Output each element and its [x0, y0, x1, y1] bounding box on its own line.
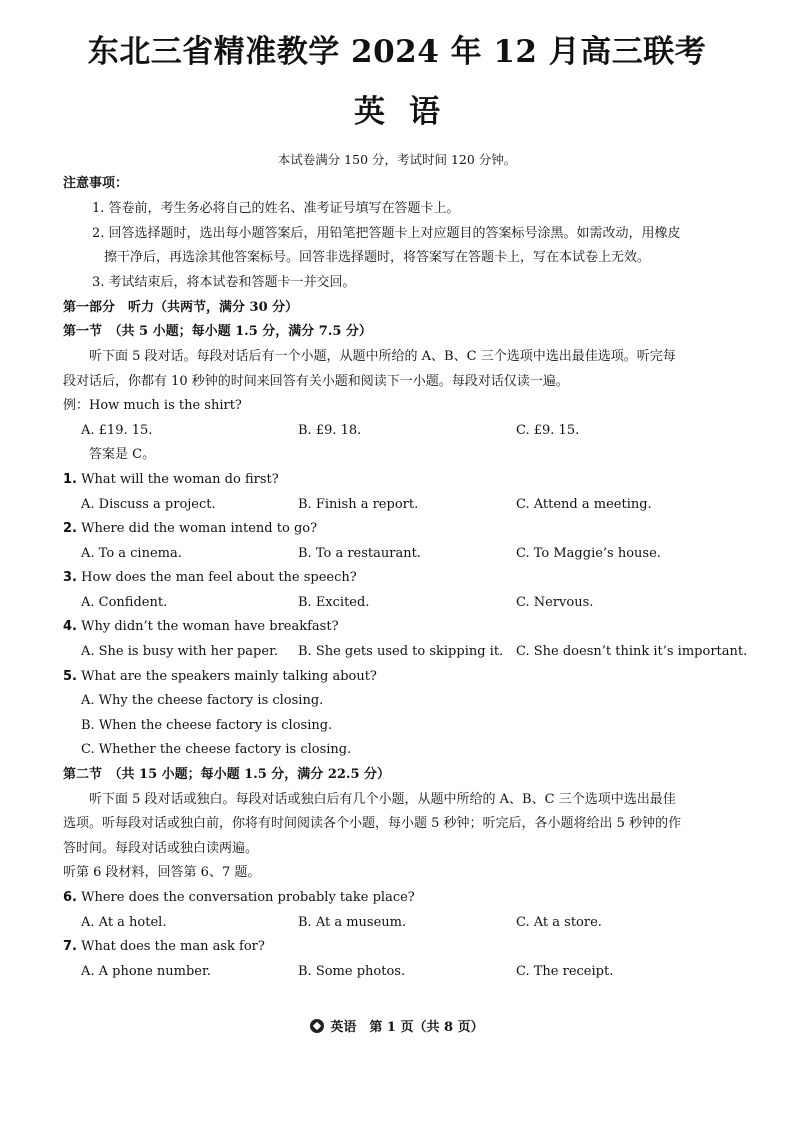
option-b: B. When the cheese factory is closing.: [81, 718, 333, 733]
page-footer: [0, 1016, 794, 1035]
question-number: 4.: [63, 619, 77, 634]
option-a: A. At a hotel.: [81, 915, 167, 930]
option-a: A. Why the cheese factory is closing.: [81, 693, 324, 708]
option-c: C. Nervous.: [516, 595, 594, 610]
section2-instruction: 答时间。每段对话或独白读两遍。: [63, 841, 259, 856]
option-c: C. At a store.: [516, 915, 602, 930]
exam-info: 本试卷满分 150 分，考试时间 120 分钟。: [277, 152, 517, 167]
option-b: B. Some photos.: [298, 964, 406, 979]
question-text: What does the man ask for?: [81, 939, 265, 954]
section1-instruction: 听下面 5 段对话。每段对话后有一个小题，从题中所给的 A、B、C 三个选项中选出最佳选项。听完每: [89, 349, 676, 364]
question-text: Where does the conversation probably take place?: [81, 890, 415, 905]
notice-item: 擦干净后，再选涂其他答案标号。回答非选择题时，将答案写在答题卡上，写在本试卷上无效。: [104, 250, 651, 265]
material-6-heading: 听第 6 段材料，回答第 6、7 题。: [63, 865, 261, 880]
section1-instruction: 段对话后，你都有 10 秒钟的时间来回答有关小题和阅读下一小题。每段对话仅读一遍。: [63, 374, 569, 389]
question-2: [63, 520, 317, 538]
footer-text: 英语 第 1 页（共 8 页）: [330, 1020, 484, 1035]
subject-title: 英语: [354, 94, 464, 130]
question-number: 7.: [63, 939, 77, 954]
section1-heading: 第一节 （共 5 小题；每小题 1.5 分，满分 7.5 分）: [63, 324, 372, 339]
option-b: B. She gets used to skipping it.: [298, 644, 504, 659]
part1-heading: 第一部分 听力（共两节，满分 30 分）: [63, 300, 299, 315]
option-a: A. She is busy with her paper.: [81, 644, 278, 659]
notice-item: 2. 回答选择题时，选出每小题答案后，用铅笔把答题卡上对应题目的答案标号涂黑。如需改动，用橡皮: [92, 226, 681, 241]
publisher-logo-icon: [310, 1019, 324, 1033]
exam-title: 东北三省精准教学 2024 年 12 月高三联考: [87, 34, 707, 70]
option-c: C. Whether the cheese factory is closing.: [81, 742, 352, 757]
option-b: B. At a museum.: [298, 915, 407, 930]
option-c: C. The receipt.: [516, 964, 614, 979]
option-a: A. Discuss a project.: [81, 497, 216, 512]
question-number: 2.: [63, 521, 77, 536]
question-1: [63, 471, 279, 489]
example-answer: 答案是 C。: [89, 447, 156, 462]
option-b: B. Finish a report.: [298, 497, 419, 512]
example-option-b: B. £9. 18.: [298, 423, 362, 438]
example-option-a: A. £19. 15.: [81, 423, 153, 438]
question-text: How does the man feel about the speech?: [81, 570, 357, 585]
question-5: [63, 668, 377, 686]
option-a: A. A phone number.: [81, 964, 211, 979]
example-question: 例：How much is the shirt?: [63, 398, 242, 413]
notice-item: 1. 答卷前，考生务必将自己的姓名、准考证号填写在答题卡上。: [92, 201, 460, 216]
example-option-c: C. £9. 15.: [516, 423, 580, 438]
option-b: B. Excited.: [298, 595, 370, 610]
question-number: 6.: [63, 890, 77, 905]
question-4: [63, 618, 339, 636]
section2-instruction: 听下面 5 段对话或独白。每段对话或独白后有几个小题，从题中所给的 A、B、C 三个选项中选出最佳: [89, 792, 676, 807]
question-7: [63, 938, 265, 956]
question-text: What will the woman do first?: [81, 472, 279, 487]
question-text: Where did the woman intend to go?: [81, 521, 318, 536]
question-number: 3.: [63, 570, 77, 585]
notice-heading: 注意事项：: [63, 176, 129, 191]
question-text: Why didn’t the woman have breakfast?: [81, 619, 339, 634]
option-b: B. To a restaurant.: [298, 546, 421, 561]
option-a: A. To a cinema.: [81, 546, 182, 561]
question-3: [63, 569, 357, 587]
option-c: C. She doesn’t think it’s important.: [516, 644, 748, 659]
notice-item: 3. 考试结束后，将本试卷和答题卡一并交回。: [92, 275, 356, 290]
option-c: C. To Maggie’s house.: [516, 546, 661, 561]
section2-heading: 第二节 （共 15 小题；每小题 1.5 分，满分 22.5 分）: [63, 767, 391, 782]
section2-instruction: 选项。听每段对话或独白前，你将有时间阅读各个小题，每小题 5 秒钟；听完后，各小题将给出 5 秒钟的作: [63, 816, 682, 831]
question-number: 5.: [63, 669, 77, 684]
question-text: What are the speakers mainly talking about?: [81, 669, 377, 684]
question-number: 1.: [63, 472, 77, 487]
option-c: C. Attend a meeting.: [516, 497, 652, 512]
question-6: [63, 889, 415, 907]
option-a: A. Confident.: [81, 595, 168, 610]
